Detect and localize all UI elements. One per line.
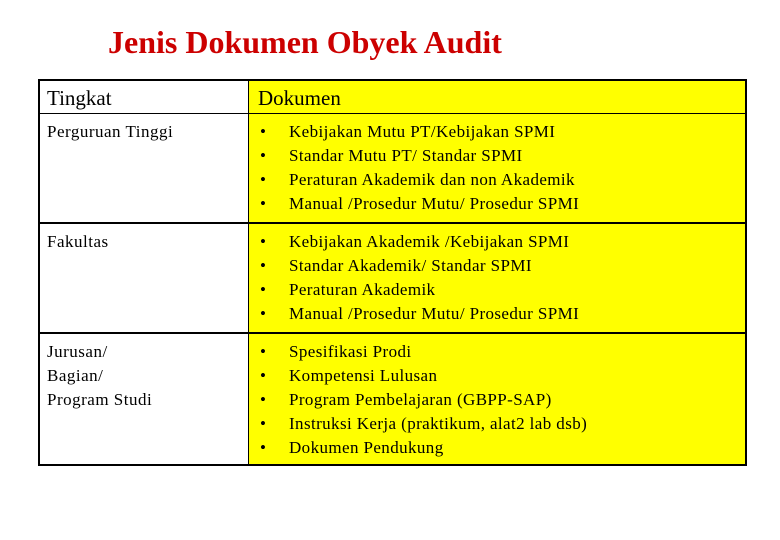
audit-document-table xyxy=(38,79,747,466)
list-item: • Kebijakan Mutu PT/Kebijakan SPMI xyxy=(260,120,579,144)
document-list xyxy=(260,230,579,326)
document-list xyxy=(260,120,579,216)
list-item: • Program Pembelajaran (GBPP-SAP) xyxy=(260,388,587,412)
list-item: • Instruksi Kerja (praktikum, alat2 lab dsb) xyxy=(260,412,587,436)
list-item: • Spesifikasi Prodi xyxy=(260,340,587,364)
table-row-documents-cell xyxy=(249,334,745,464)
header-level: Tingkat xyxy=(47,86,112,110)
list-item: • Manual /Prosedur Mutu/ Prosedur SPMI xyxy=(260,302,579,326)
header-documents-cell xyxy=(249,81,745,114)
document-list xyxy=(260,340,587,460)
row-level: Perguruan Tinggi xyxy=(47,122,174,141)
list-item: • Standar Akademik/ Standar SPMI xyxy=(260,254,579,278)
header-level-cell xyxy=(40,81,249,114)
list-item: • Manual /Prosedur Mutu/ Prosedur SPMI xyxy=(260,192,579,216)
table-row-documents-cell xyxy=(249,114,745,224)
list-item: • Dokumen Pendukung xyxy=(260,436,587,460)
table-row-level-cell xyxy=(40,334,249,464)
row-level: Jurusan/ Bagian/ Program Studi xyxy=(47,342,153,409)
table-row-documents-cell xyxy=(249,224,745,334)
row-level: Fakultas xyxy=(47,232,109,251)
table-row-level-cell xyxy=(40,224,249,334)
list-item: • Peraturan Akademik dan non Akademik xyxy=(260,168,579,192)
list-item: • Peraturan Akademik xyxy=(260,278,579,302)
list-item: • Kompetensi Lulusan xyxy=(260,364,587,388)
header-documents: Dokumen xyxy=(258,86,341,110)
list-item: • Kebijakan Akademik /Kebijakan SPMI xyxy=(260,230,579,254)
table-row-level-cell xyxy=(40,114,249,224)
page-title: Jenis Dokumen Obyek Audit xyxy=(108,24,502,60)
list-item: • Standar Mutu PT/ Standar SPMI xyxy=(260,144,579,168)
